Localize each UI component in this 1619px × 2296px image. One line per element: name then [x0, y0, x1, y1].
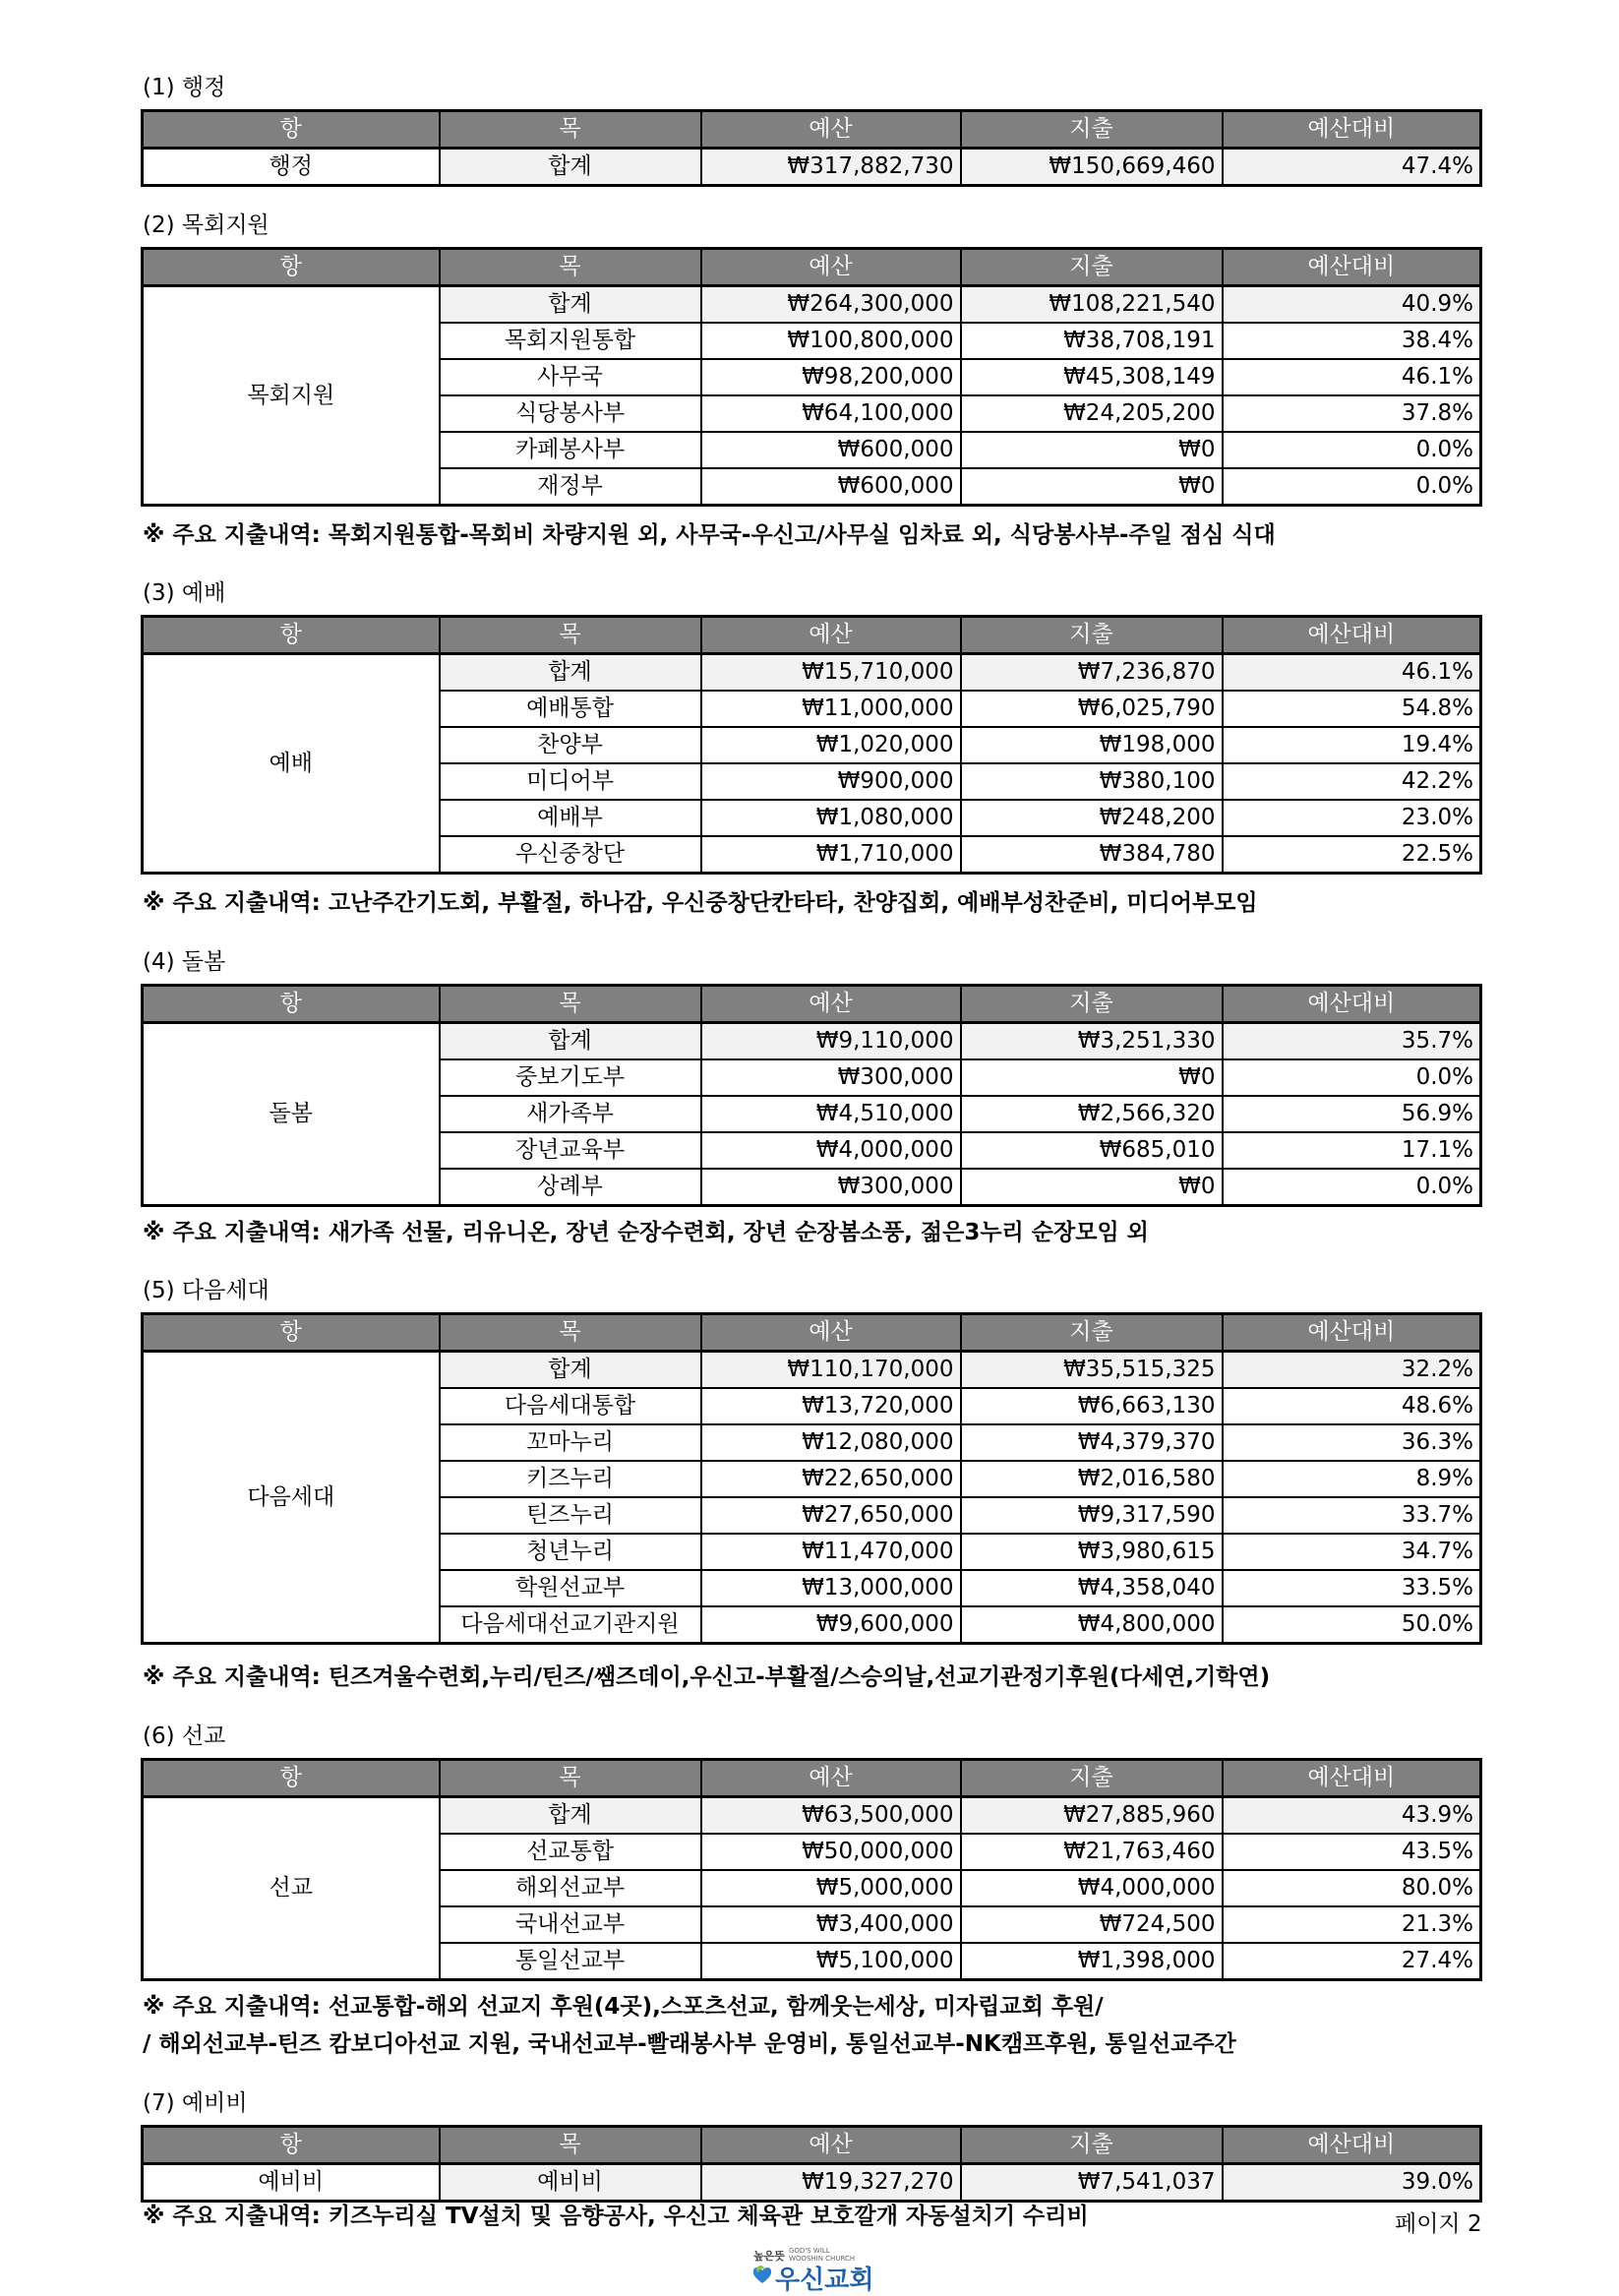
spent-cell: ₩4,800,000 — [961, 1606, 1223, 1644]
spent-cell: ₩724,500 — [961, 1906, 1223, 1943]
budget-table-pastoral-support — [141, 247, 1482, 507]
expense-note: ※ 주요 지출내역: 고난주간기도회, 부활절, 하나감, 우신중창단칸타타, 찬양집회, 예배부성찬준비, 미디어부모임 — [143, 890, 1258, 916]
item-cell: 학원선교부 — [440, 1570, 701, 1606]
header-ratio: 예산대비 — [1223, 1760, 1481, 1797]
item-cell: 카페봉사부 — [440, 432, 701, 468]
budget-cell: ₩98,200,000 — [701, 359, 961, 395]
ratio-cell: 46.1% — [1223, 654, 1481, 692]
spent-cell: ₩35,515,325 — [961, 1352, 1223, 1389]
item-cell: 중보기도부 — [440, 1059, 701, 1096]
item-cell: 우신중창단 — [440, 836, 701, 874]
budget-cell: ₩4,510,000 — [701, 1096, 961, 1132]
budget-cell: ₩64,100,000 — [701, 395, 961, 432]
ratio-cell: 32.2% — [1223, 1352, 1481, 1389]
spent-cell: ₩2,566,320 — [961, 1096, 1223, 1132]
header-spent: 지출 — [961, 1314, 1223, 1352]
table-header-row — [143, 1760, 1481, 1797]
section-title-care: (4) 돌봄 — [143, 949, 226, 975]
budget-cell: ₩317,882,730 — [701, 149, 961, 186]
budget-cell: ₩5,100,000 — [701, 1943, 961, 1980]
budget-table-admin — [141, 109, 1482, 187]
spent-cell: ₩380,100 — [961, 763, 1223, 800]
budget-cell: ₩4,000,000 — [701, 1132, 961, 1169]
budget-cell: ₩27,650,000 — [701, 1497, 961, 1534]
header-hang: 항 — [143, 986, 440, 1023]
table-row — [143, 149, 1481, 186]
spent-cell: ₩21,763,460 — [961, 1834, 1223, 1870]
header-spent: 지출 — [961, 1760, 1223, 1797]
ratio-cell: 21.3% — [1223, 1906, 1481, 1943]
ratio-cell: 38.4% — [1223, 323, 1481, 359]
item-cell: 청년누리 — [440, 1534, 701, 1570]
item-cell: 예배통합 — [440, 691, 701, 727]
header-budget: 예산 — [701, 617, 961, 654]
header-spent: 지출 — [961, 111, 1223, 149]
ratio-cell: 0.0% — [1223, 468, 1481, 506]
spent-cell: ₩7,236,870 — [961, 654, 1223, 692]
header-mok: 목 — [440, 249, 701, 286]
ratio-cell: 42.2% — [1223, 763, 1481, 800]
item-cell: 틴즈누리 — [440, 1497, 701, 1534]
header-budget: 예산 — [701, 1314, 961, 1352]
section-title-worship: (3) 예배 — [143, 580, 226, 606]
item-cell: 다음세대통합 — [440, 1388, 701, 1424]
ratio-cell: 54.8% — [1223, 691, 1481, 727]
ratio-cell: 22.5% — [1223, 836, 1481, 874]
ratio-cell: 48.6% — [1223, 1388, 1481, 1424]
section-title-next-generation: (5) 다음세대 — [143, 1278, 270, 1303]
budget-cell: ₩13,000,000 — [701, 1570, 961, 1606]
ratio-cell: 33.7% — [1223, 1497, 1481, 1534]
spent-cell: ₩38,708,191 — [961, 323, 1223, 359]
spent-cell: ₩7,541,037 — [961, 2164, 1223, 2202]
budget-cell: ₩9,110,000 — [701, 1023, 961, 1060]
spent-cell: ₩108,221,540 — [961, 286, 1223, 324]
header-ratio: 예산대비 — [1223, 986, 1481, 1023]
ratio-cell: 8.9% — [1223, 1461, 1481, 1497]
budget-cell: ₩11,470,000 — [701, 1534, 961, 1570]
ratio-cell: 23.0% — [1223, 800, 1481, 836]
budget-cell: ₩264,300,000 — [701, 286, 961, 324]
header-mok: 목 — [440, 1760, 701, 1797]
budget-cell: ₩300,000 — [701, 1059, 961, 1096]
budget-cell: ₩9,600,000 — [701, 1606, 961, 1644]
ratio-cell: 37.8% — [1223, 395, 1481, 432]
budget-table-care — [141, 984, 1482, 1207]
section-title-mission: (6) 선교 — [143, 1723, 226, 1749]
ratio-cell: 47.4% — [1223, 149, 1481, 186]
item-cell: 합계 — [440, 654, 701, 692]
item-cell: 꼬마누리 — [440, 1424, 701, 1461]
spent-cell: ₩45,308,149 — [961, 359, 1223, 395]
church-logo — [750, 2246, 889, 2295]
header-mok: 목 — [440, 986, 701, 1023]
item-cell: 선교통합 — [440, 1834, 701, 1870]
table-row — [143, 286, 1481, 324]
spent-cell: ₩9,317,590 — [961, 1497, 1223, 1534]
budget-cell: ₩600,000 — [701, 468, 961, 506]
spent-cell: ₩0 — [961, 1169, 1223, 1206]
expense-note: ※ 주요 지출내역: 선교통합-해외 선교지 후원(4곳),스포츠선교, 함께웃는세상, 미자립교회 후원/ — [143, 1994, 1104, 2020]
table-row — [143, 1797, 1481, 1835]
header-ratio: 예산대비 — [1223, 617, 1481, 654]
budget-cell: ₩1,020,000 — [701, 727, 961, 763]
logo-subtitle-korean: 높은뜻 — [753, 2250, 785, 2263]
header-budget: 예산 — [701, 986, 961, 1023]
header-spent: 지출 — [961, 986, 1223, 1023]
budget-cell: ₩110,170,000 — [701, 1352, 961, 1389]
ratio-cell: 43.9% — [1223, 1797, 1481, 1835]
spent-cell: ₩0 — [961, 432, 1223, 468]
spent-cell: ₩150,669,460 — [961, 149, 1223, 186]
item-cell: 목회지원통합 — [440, 323, 701, 359]
item-cell: 다음세대선교기관지원 — [440, 1606, 701, 1644]
expense-note: ※ 주요 지출내역: 틴즈겨울수련회,누리/틴즈/쌤즈데이,우신고-부활절/스승의날,선교기관정기후원(다세연,기학연) — [143, 1664, 1271, 1690]
table-header-row — [143, 617, 1481, 654]
header-hang: 항 — [143, 1314, 440, 1352]
item-cell: 합계 — [440, 1797, 701, 1835]
budget-cell: ₩1,710,000 — [701, 836, 961, 874]
ratio-cell: 50.0% — [1223, 1606, 1481, 1644]
spent-cell: ₩384,780 — [961, 836, 1223, 874]
header-ratio: 예산대비 — [1223, 1314, 1481, 1352]
header-mok: 목 — [440, 2127, 701, 2164]
category-cell: 행정 — [143, 149, 440, 186]
ratio-cell: 43.5% — [1223, 1834, 1481, 1870]
category-cell: 목회지원 — [143, 286, 440, 506]
item-cell: 키즈누리 — [440, 1461, 701, 1497]
item-cell: 해외선교부 — [440, 1870, 701, 1906]
spent-cell: ₩1,398,000 — [961, 1943, 1223, 1980]
category-cell: 예배 — [143, 654, 440, 874]
section-title-pastoral-support: (2) 목회지원 — [143, 212, 270, 238]
header-ratio: 예산대비 — [1223, 111, 1481, 149]
item-cell: 미디어부 — [440, 763, 701, 800]
item-cell: 예비비 — [440, 2164, 701, 2202]
table-header-row — [143, 1314, 1481, 1352]
item-cell: 재정부 — [440, 468, 701, 506]
budget-cell: ₩900,000 — [701, 763, 961, 800]
spent-cell: ₩685,010 — [961, 1132, 1223, 1169]
expense-note: ※ 주요 지출내역: 키즈누리실 TV설치 및 음향공사, 우신고 체육관 보호깔개 자동설치기 수리비 — [143, 2204, 1089, 2229]
header-budget: 예산 — [701, 1760, 961, 1797]
item-cell: 합계 — [440, 286, 701, 324]
category-cell: 예비비 — [143, 2164, 440, 2202]
spent-cell: ₩24,205,200 — [961, 395, 1223, 432]
spent-cell: ₩3,980,615 — [961, 1534, 1223, 1570]
table-row — [143, 2164, 1481, 2202]
budget-cell: ₩12,080,000 — [701, 1424, 961, 1461]
table-header-row — [143, 249, 1481, 286]
item-cell: 사무국 — [440, 359, 701, 395]
ratio-cell: 40.9% — [1223, 286, 1481, 324]
expense-note: ※ 주요 지출내역: 목회지원통합-목회비 차량지원 외, 사무국-우신고/사무실 임차료 외, 식당봉사부-주일 점심 식대 — [143, 522, 1276, 548]
ratio-cell: 35.7% — [1223, 1023, 1481, 1060]
item-cell: 통일선교부 — [440, 1943, 701, 1980]
header-budget: 예산 — [701, 111, 961, 149]
budget-table-worship — [141, 615, 1482, 875]
budget-cell: ₩13,720,000 — [701, 1388, 961, 1424]
header-hang: 항 — [143, 2127, 440, 2164]
spent-cell: ₩198,000 — [961, 727, 1223, 763]
budget-cell: ₩600,000 — [701, 432, 961, 468]
category-cell: 다음세대 — [143, 1352, 440, 1644]
item-cell: 새가족부 — [440, 1096, 701, 1132]
item-cell: 합계 — [440, 149, 701, 186]
spent-cell: ₩27,885,960 — [961, 1797, 1223, 1835]
spent-cell: ₩4,000,000 — [961, 1870, 1223, 1906]
header-hang: 항 — [143, 249, 440, 286]
ratio-cell: 56.9% — [1223, 1096, 1481, 1132]
ratio-cell: 0.0% — [1223, 1169, 1481, 1206]
expense-note: ※ 주요 지출내역: 새가족 선물, 리유니온, 장년 순장수련회, 장년 순장봄소풍, 젊은3누리 순장모임 외 — [143, 1220, 1149, 1245]
header-spent: 지출 — [961, 2127, 1223, 2164]
table-header-row — [143, 986, 1481, 1023]
budget-cell: ₩5,000,000 — [701, 1870, 961, 1906]
section-title-admin: (1) 행정 — [143, 75, 226, 100]
budget-cell: ₩1,080,000 — [701, 800, 961, 836]
spent-cell: ₩6,663,130 — [961, 1388, 1223, 1424]
ratio-cell: 34.7% — [1223, 1534, 1481, 1570]
ratio-cell: 46.1% — [1223, 359, 1481, 395]
header-mok: 목 — [440, 617, 701, 654]
item-cell: 식당봉사부 — [440, 395, 701, 432]
header-budget: 예산 — [701, 249, 961, 286]
budget-table-mission — [141, 1758, 1482, 1981]
budget-cell: ₩15,710,000 — [701, 654, 961, 692]
budget-cell: ₩63,500,000 — [701, 1797, 961, 1835]
spent-cell: ₩0 — [961, 1059, 1223, 1096]
item-cell: 장년교육부 — [440, 1132, 701, 1169]
ratio-cell: 33.5% — [1223, 1570, 1481, 1606]
logo-subtitle-english: GOD'S WILL WOOSHIN CHURCH — [789, 2247, 856, 2263]
spent-cell: ₩2,016,580 — [961, 1461, 1223, 1497]
budget-table-reserve — [141, 2125, 1482, 2203]
header-ratio: 예산대비 — [1223, 2127, 1481, 2164]
item-cell: 합계 — [440, 1023, 701, 1060]
spent-cell: ₩4,358,040 — [961, 1570, 1223, 1606]
table-header-row — [143, 2127, 1481, 2164]
ratio-cell: 0.0% — [1223, 432, 1481, 468]
ratio-cell: 27.4% — [1223, 1943, 1481, 1980]
item-cell: 합계 — [440, 1352, 701, 1389]
ratio-cell: 17.1% — [1223, 1132, 1481, 1169]
category-cell: 돌봄 — [143, 1023, 440, 1206]
heart-leaf-icon — [751, 2264, 773, 2285]
spent-cell: ₩0 — [961, 468, 1223, 506]
item-cell: 국내선교부 — [440, 1906, 701, 1943]
ratio-cell: 80.0% — [1223, 1870, 1481, 1906]
budget-cell: ₩300,000 — [701, 1169, 961, 1206]
item-cell: 찬양부 — [440, 727, 701, 763]
logo-church-name: 우신교회 — [775, 2266, 874, 2295]
header-mok: 목 — [440, 1314, 701, 1352]
spent-cell: ₩3,251,330 — [961, 1023, 1223, 1060]
page-number: 페이지 2 — [1395, 2211, 1482, 2237]
spent-cell: ₩248,200 — [961, 800, 1223, 836]
table-header-row — [143, 111, 1481, 149]
header-budget: 예산 — [701, 2127, 961, 2164]
budget-cell: ₩3,400,000 — [701, 1906, 961, 1943]
category-cell: 선교 — [143, 1797, 440, 1980]
ratio-cell: 0.0% — [1223, 1059, 1481, 1096]
budget-table-next-generation — [141, 1312, 1482, 1645]
table-row — [143, 654, 1481, 692]
ratio-cell: 39.0% — [1223, 2164, 1481, 2202]
header-hang: 항 — [143, 111, 440, 149]
header-ratio: 예산대비 — [1223, 249, 1481, 286]
spent-cell: ₩6,025,790 — [961, 691, 1223, 727]
budget-cell: ₩100,800,000 — [701, 323, 961, 359]
item-cell: 예배부 — [440, 800, 701, 836]
header-spent: 지출 — [961, 249, 1223, 286]
budget-cell: ₩50,000,000 — [701, 1834, 961, 1870]
ratio-cell: 36.3% — [1223, 1424, 1481, 1461]
item-cell: 상례부 — [440, 1169, 701, 1206]
header-hang: 항 — [143, 617, 440, 654]
spent-cell: ₩4,379,370 — [961, 1424, 1223, 1461]
table-row — [143, 1023, 1481, 1060]
ratio-cell: 19.4% — [1223, 727, 1481, 763]
section-title-reserve: (7) 예비비 — [143, 2090, 248, 2116]
expense-note-continued: / 해외선교부-틴즈 캄보디아선교 지원, 국내선교부-빨래봉사부 운영비, 통일선교부-NK캠프후원, 통일선교주간 — [143, 2031, 1236, 2057]
header-hang: 항 — [143, 1760, 440, 1797]
table-row — [143, 1352, 1481, 1389]
budget-cell: ₩19,327,270 — [701, 2164, 961, 2202]
header-mok: 목 — [440, 111, 701, 149]
budget-cell: ₩22,650,000 — [701, 1461, 961, 1497]
header-spent: 지출 — [961, 617, 1223, 654]
budget-cell: ₩11,000,000 — [701, 691, 961, 727]
